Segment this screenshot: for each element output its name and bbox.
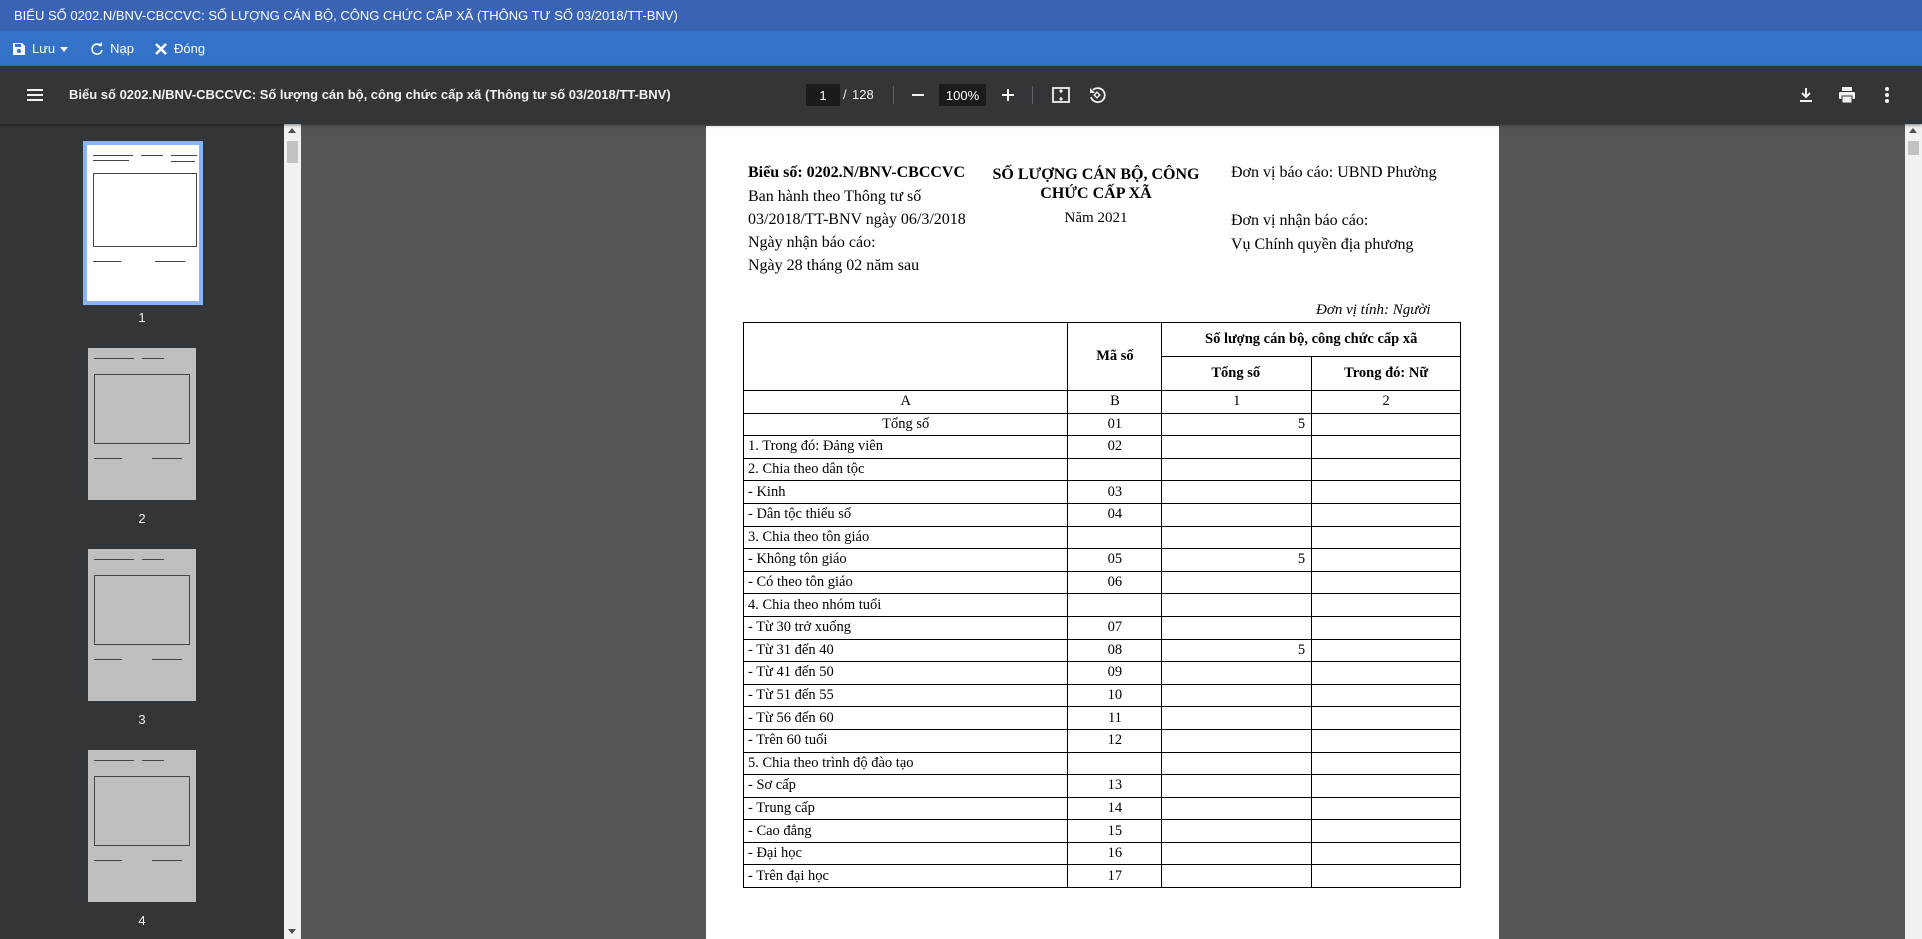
table-row [744,820,1461,843]
table-cell-total [1162,775,1312,798]
thumbnail-label: 3 [138,712,146,727]
table-cell-total [1162,436,1312,459]
table-cell-code: 11 [1068,707,1162,730]
table-row [744,481,1461,504]
table-cell-total [1162,616,1312,639]
table-cell-label: 2. Chia theo dân tộc [744,458,1068,481]
report-title-line-1: SỐ LƯỢNG CÁN BỘ, CÔNG [992,166,1200,183]
table-cell-code: 04 [1068,503,1162,526]
reporting-unit: Đơn vị báo cáo: UBND Phường [1231,164,1437,181]
table-cell-total [1162,842,1312,865]
save-button-label: Lưu [32,41,56,56]
thumbnail-page-1[interactable] [83,141,203,305]
thumbnail-preview [93,151,193,295]
main-scrollbar[interactable] [1905,124,1922,939]
print-icon[interactable] [1835,83,1859,107]
table-cell-code: 12 [1068,729,1162,752]
table-cell-female [1312,639,1461,662]
pdf-page [706,126,1499,939]
table-cell-female [1312,616,1461,639]
table-cell-code [1068,594,1162,617]
menu-icon[interactable] [24,84,46,106]
table-row [744,797,1461,820]
sidebar-scrollbar[interactable] [284,124,301,939]
receiving-unit-value: Vụ Chính quyền địa phương [1231,236,1414,253]
table-cell-code: 08 [1068,639,1162,662]
zoom-out-icon[interactable] [906,83,930,107]
scroll-down-icon[interactable] [288,929,296,934]
thumbnail-page-4[interactable] [88,750,196,902]
table-cell-female [1312,571,1461,594]
table-cell-female [1312,481,1461,504]
refresh-icon [90,42,104,56]
table-cell-label: 5. Chia theo trình độ đào tạo [744,752,1068,775]
table-cell: B [1068,391,1162,414]
table-cell-label: - Kinh [744,481,1068,504]
close-button-label: Đóng [174,41,206,56]
table-cell-female [1312,549,1461,572]
table-header-code: Mã số [1068,323,1162,391]
report-table [743,322,1461,888]
table-row [744,662,1461,685]
table-row [744,639,1461,662]
table-cell-code: 17 [1068,865,1162,888]
table-cell-female [1312,820,1461,843]
received-date-label: Ngày nhận báo cáo: [748,234,876,251]
table-cell: A [744,391,1068,414]
table-row [744,436,1461,459]
table-cell-female [1312,594,1461,617]
table-cell-code: 13 [1068,775,1162,798]
zoom-in-icon[interactable] [996,83,1020,107]
scroll-up-icon[interactable] [288,128,296,133]
table-cell-female [1312,842,1461,865]
zoom-input[interactable] [939,84,986,106]
table-cell-total [1162,684,1312,707]
table-cell-label: - Có theo tôn giáo [744,571,1068,594]
table-cell-total [1162,797,1312,820]
table-cell-female [1312,662,1461,685]
more-icon[interactable] [1875,83,1899,107]
table-cell-code: 15 [1068,820,1162,843]
table-cell-total [1162,458,1312,481]
thumbnail-label: 2 [138,511,146,526]
receiving-unit-label: Đơn vị nhận báo cáo: [1231,212,1369,229]
table-cell-code [1068,458,1162,481]
thumbnail-page-2[interactable] [88,348,196,500]
table-cell-female [1312,865,1461,888]
table-cell: 1 [1162,391,1312,414]
page-separator: / [843,87,847,102]
table-cell-label: - Từ 56 đến 60 [744,707,1068,730]
table-row [744,594,1461,617]
table-cell-total: 5 [1162,413,1312,436]
table-header-blank [744,323,1068,391]
table-cell-female [1312,526,1461,549]
table-cell-female [1312,458,1461,481]
table-cell-total [1162,707,1312,730]
table-row [744,707,1461,730]
table-cell-code: 06 [1068,571,1162,594]
issued-line-1: Ban hành theo Thông tư số [748,188,922,205]
reload-button[interactable] [80,31,144,66]
table-row [744,684,1461,707]
table-cell-label: 1. Trong đó: Đảng viên [744,436,1068,459]
table-cell-total [1162,865,1312,888]
reload-button-label: Nạp [110,41,135,56]
table-cell-label: - Không tôn giáo [744,549,1068,572]
table-cell-label: - Trung cấp [744,797,1068,820]
table-cell-code: 05 [1068,549,1162,572]
rotate-icon[interactable] [1085,83,1109,107]
unit-note: Đơn vị tính: Người [1316,302,1431,318]
table-cell: 2 [1312,391,1461,414]
table-row [744,616,1461,639]
table-cell-label: - Dân tộc thiểu số [744,503,1068,526]
close-button[interactable] [144,31,215,66]
table-body [744,391,1461,888]
table-cell-female [1312,752,1461,775]
table-row [744,729,1461,752]
table-cell-label: Tổng số [744,413,1068,436]
table-row [744,752,1461,775]
document-title: Biểu số 0202.N/BNV-CBCCVC: Số lượng cán bộ, công chức cấp xã (Thông tư số 03/2018/TT-BNV) [69,87,671,102]
table-cell-label: - Cao đẳng [744,820,1068,843]
table-cell-total: 5 [1162,549,1312,572]
table-cell-total [1162,571,1312,594]
table-row [744,503,1461,526]
table-cell-total [1162,594,1312,617]
table-cell-label: - Từ 41 đến 50 [744,662,1068,685]
table-header-female: Trong đó: Nữ [1312,357,1461,391]
table-row [744,413,1461,436]
table-row [744,571,1461,594]
save-button[interactable] [0,31,80,66]
scrollbar-thumb[interactable] [287,141,298,163]
table-cell-female [1312,729,1461,752]
total-pages: 128 [852,87,874,102]
table-row [744,549,1461,572]
table-cell-label: - Từ 51 đến 55 [744,684,1068,707]
table-cell-female [1312,775,1461,798]
thumbnail-sidebar [0,124,284,939]
table-row [744,458,1461,481]
caret-down-icon [58,43,70,55]
thumbnail-preview [94,354,190,494]
table-cell-total [1162,820,1312,843]
toolbar-divider [893,86,894,104]
table-cell-code: 10 [1068,684,1162,707]
table-cell-total: 5 [1162,639,1312,662]
table-cell-total [1162,526,1312,549]
window-title: BIỂU SỐ 0202.N/BNV-CBCCVC: SỐ LƯỢNG CÁN BỘ, CÔNG CHỨC CẤP XÃ (THÔNG TƯ SỐ 03/2018/TT-BNV) [0,0,1922,31]
table-cell-label: - Từ 31 đến 40 [744,639,1068,662]
table-cell-code: 16 [1068,842,1162,865]
toolbar-divider [1032,86,1033,104]
table-cell-label: - Sơ cấp [744,775,1068,798]
received-date-value: Ngày 28 tháng 02 năm sau [748,257,920,274]
thumbnail-label: 1 [138,310,146,325]
table-cell-code: 01 [1068,413,1162,436]
table-cell-label: 4. Chia theo nhóm tuổi [744,594,1068,617]
table-cell-female [1312,707,1461,730]
thumbnail-preview [94,555,190,695]
table-row [744,775,1461,798]
report-year: Năm 2021 [1064,210,1128,226]
table-cell-code [1068,752,1162,775]
issued-line-2: 03/2018/TT-BNV ngày 06/3/2018 [748,211,966,228]
page-number-input[interactable] [806,84,840,106]
table-cell-female [1312,413,1461,436]
table-row [744,865,1461,888]
pdf-toolbar [0,66,1922,124]
table-cell-code: 03 [1068,481,1162,504]
table-header-total: Tổng số [1162,357,1312,391]
table-cell-female [1312,503,1461,526]
table-cell-label: - Từ 30 trở xuống [744,616,1068,639]
form-code: Biểu số: 0202.N/BNV-CBCCVC [748,164,966,181]
table-cell-total [1162,481,1312,504]
table-cell-total [1162,503,1312,526]
table-row [744,526,1461,549]
table-cell-code: 07 [1068,616,1162,639]
report-title-line-2: CHỨC CẤP XÃ [1040,185,1152,202]
close-icon [154,42,168,56]
thumbnail-label: 4 [138,913,146,928]
table-cell-code: 02 [1068,436,1162,459]
table-header-group: Số lượng cán bộ, công chức cấp xã [1162,323,1461,357]
table-cell-female [1312,436,1461,459]
scroll-up-icon[interactable] [1909,128,1917,133]
download-icon[interactable] [1794,83,1818,107]
floppy-disk-icon [12,42,26,56]
table-cell-total [1162,662,1312,685]
scrollbar-thumb[interactable] [1908,141,1919,155]
table-cell-female [1312,797,1461,820]
table-cell-female [1312,684,1461,707]
table-cell-code [1068,526,1162,549]
thumbnail-page-3[interactable] [88,549,196,701]
table-cell-code: 09 [1068,662,1162,685]
table-cell-total [1162,729,1312,752]
app-toolbar [0,31,1922,66]
table-cell-label: - Đại học [744,842,1068,865]
table-cell-code: 14 [1068,797,1162,820]
fit-page-icon[interactable] [1049,83,1073,107]
thumbnail-preview [94,756,190,896]
table-row [744,842,1461,865]
table-cell-label: - Trên đại học [744,865,1068,888]
table-cell-label: 3. Chia theo tôn giáo [744,526,1068,549]
table-index-row [744,391,1461,414]
table-cell-total [1162,752,1312,775]
table-cell-label: - Trên 60 tuổi [744,729,1068,752]
